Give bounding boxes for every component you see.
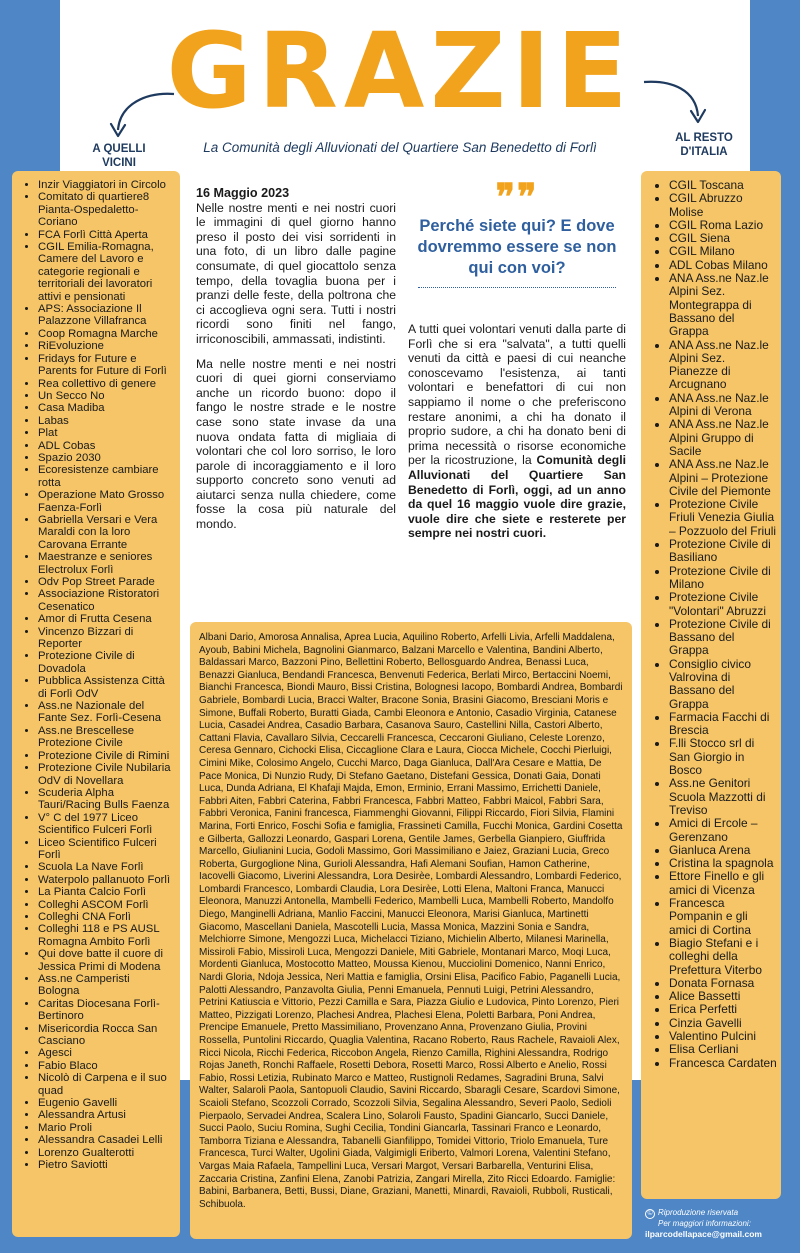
footer-line-2: Per maggiori informazioni: [658,1219,751,1228]
list-item: • Inzir Viaggiatori in Circolo [38,179,174,191]
list-item: • Ass.ne Brescellese Protezione Civile [38,725,174,750]
quote-mark-icon: ❞❞ [495,176,539,218]
list-item: • FCA Forlì Città Aperta [38,229,174,241]
list-item: • Agesci [38,1047,174,1059]
list-item: • APS: Associazione Il Palazzone Villafranca [38,303,174,328]
list-item: • Erica Perfetti [669,1003,777,1016]
list-item: • CGIL Toscana [669,179,777,192]
quote-box [408,176,626,288]
curved-arrow-left-icon [98,86,178,142]
list-item: • La Pianta Calcio Forlì [38,886,174,898]
volunteer-names-text: Albani Dario, Amorosa Annalisa, Aprea Lucia, Aquilino Roberto, Arfelli Livia, Arfelli Maddalena, Ayoub, Babini Michela, Bagnolini Gianmarco, Balzani Marcello e Valentina, Bandini Alberto, Baldassari Marco, Bazzoni Pino, Bellettini Roberto, Bellosguardo Andrea, Benassi Luca, Benazzi Gianluca, Bendandi Francesca, Benvenuti Federica, Berlati Mirco, Bertaccini Noemi, Bianchi Francesca, Biondi Mauro, Bissi Cristina, Bolognesi Iacopo, Bombardi Andrea, Bombardi Gabriele, Bombardi Lucia, Bracci Walter, Bracone Sonia, Brasini Giacomo, Bresciani Moris e Simone, Buffali Roberto, Buratti Giada, Cambi Eleonora e Antonio, Casadio Virginia, Catanese Lucia, Casadei Andrea, Casadio Barbara, Casanova Sauro, Castellini Nilla, Castori Alberto, Cattani Flavia, Cavallaro Silvia, Ceccarelli Francesca, Ceccaroni Giuliano, Celeste Lorenzo, Ceresa Gennaro, Cichocki Elisa, Ciccaglione Clara e Laura, Ciocca Michele, Cocchi Pierluigi, Cimini Mike, Colosimo Angelo, Cucchi Marco, Daga Gianluca, Dall'Ara Cesare e Mattia, De Pace Monica, Di Nunzio Rudy, Di Stefano Gaetano, Distefani Gessica, Donati Gaia, Donati Luca, Dunda Adriana, El Khafaji Majda, Emon, Erminio, Errani Massimo, Errichetti Daniele, Fabbri Aiten, Fabbri Caterina, Fabbri Francesca, Fabbri Matteo, Fabbri Maicol, Fabbri Sara, Fabbri Veronica, Fanini francesca, Fiammenghi Giovanni, Filippi Riccardo, Fiori Silvia, Flamini Marina, Forti Enrico, Foschi Sofia e famiglia, Frassineti Camilla, Fucchi Monica, Gardini Cosetta e Gilberta, Gallozzi Leonardo, Gaspari Lorena, Gentile James, Gerbella Gianpiero, Giuffrida Marcello, Giulianini Lucia, Godoli Massimo, Gori Massimiliano e Jaiez, Graziani Lucia, Greco Roberta, Gurgoglione Nina, Gurioli Alessandra, Hafi Alemani Soufian, Hamon Catherine, Iacovelli Giacomo, Liverini Alessandra, Lora Desirèe, Lombardi Alessandro, Lombardi Federico, Lombardi Francesco, Lombardi Claudia, Lora Desirèe, Lotti Elena, Maltoni Franca, Manucci Eleonora, Manuzzi Antonella, Mambelli Federico, Mambelli Luca, Mambelli Roberto, Mandolfo Diego, Manginelli Adriana, Manlio Faccini, Manucci Eleonora, Marisi Gianluca, Martinetti Giacomo, Mascellani Daniela, Mascotelli Lucia, Massa Monica, Mazzini Sonia e Sandra, Melchiorre Simone, Mengozzi Luca, Michelacci Tiziano, Michielin Alberto, Milanesi Marinella, Missiroli Fabio, Missiroli Luca, Mengozzi Daniele, Miti Gabriele, Montanari Marco, Moqi Luca, Mordenti Gianluca, Mostocotto Matteo, Moussa Kienou, Mucciolini Domenico, Nanni Enrico, Nardi Gloria, Ndoja Jessica, Neri Mattia e famiglia, Orsini Elisa, Pacifico Fabio, Paganelli Lucia, Palotti Alessandro, Panzavolta Giulia, Penni Emanuela, Pennuti Luigi, Petrini Alessandro, Petrini Katiuscia e Vittorio, Pezzi Camilla e Sara, Piazza Giulio e Ludovica, Pinto Lorenzo, Pieri Matteo, Pizzigati Lorenzo, Plachesi Andrea, Plachesi Elena, Poletti Barbara, Poni Andrea, Prencipe Emanuele, Pretto Massimiliano, Provenzano Anna, Provenzano Giulia, Provini Rossella, Puntolini Riccardo, Quaglia Valentina, Racano Roberto, Raus Rachele, Ravaioli Alex, Ricci Nicola, Ricchi Federica, Riccobon Angela, Rienzo Camilla, Righini Alessandra, Rodrigo Rojas Janeth, Ronchi Raffaele, Rosetti Debora, Rosetti Marco, Rossi Alberto e Anelio, Rossi Fabio, Rossi Letizia, Rubinato Marco e Matteo, Rustignoli Redames, Sagradini Bruna, Salvi Walter, Salaroli Paola, Santopuoli Claudio, Savini Riccardo, Sbaragli Cesare, Scardovi Simone, Scaioli Stefano, Scozzoli Corrado, Scozzoli Silvia, Segalina Alessandro, Severi Paolo, Sedioli Pierpaolo, Servadei Andrea, Scalera Lino, Solaroli Fausto, Spadini Giancarlo, Succi Daniele, Succi Paolo, Suciu Romina, Sughi Cecilia, Tondini Giancarla, Tassinari Franco e Leonardo, Tamborra Tiziana e Alessandra, Tabanelli Gianfilippo, Tomidei Vittorio, Triolo Emanuela, Ture Francesca, Turci Walter, Ugolini Giada, Valgimigli Eriberto, Valmori Lorena, Valentini Stefano, Vargas Maia Rafaela, Tampellini Luca, Versari Margot, Versari Barbarella, Venturini Elisa, Zaccaria Cristina, Zanfini Elena, Zanobi Patrizia, Zangari Mirella, Zito Ricci Edoardo. Famiglie: Babini, Barbanera, Betti, Bussi, Diane, Graziani, Manetti, Minardi, Ravaioli, Rubboli, Rusticali, Schibuola. [199,632,623,1210]
article-paragraph-1: Nelle nostre menti e nei nostri cuori le immagini di quel giorno hanno preso il posto dei visi sorridenti in una foto, di un libro dalle pagine consumate, di quel giocattolo senza tempo, della tovaglia buona per i pranzi delle feste, della poltrona che ci accoglieva ogni sera. Tutti i nostri ricordi sono finiti nel fango, irriconoscibili, ammassati, indistinti. [196,200,396,346]
list-item: • Alessandra Artusi [38,1109,174,1121]
list-item: • Colleghi 118 e PS AUSL Romagna Ambito Forlì [38,923,174,948]
list-item: • Colleghi CNA Forlì [38,911,174,923]
left-column-label: A QUELLI VICINI [92,143,146,169]
list-item: • Valentino Pulcini [669,1030,777,1043]
list-item: • F.lli Stocco srl di San Giorgio in Bosco [669,737,777,777]
list-item: • Cinzia Gavelli [669,1017,777,1030]
footer-line-1: Riproduzione riservata [658,1208,739,1217]
list-item: • Nicolò di Carpena e il suo quad [38,1072,174,1097]
list-item: • Protezione Civile Nubilaria OdV di Novellara [38,762,174,787]
list-item: • Protezione Civile "Volontari" Abruzzi [669,591,777,618]
list-item: • Mario Proli [38,1122,174,1134]
list-item: • Alessandra Casadei Lelli [38,1134,174,1146]
list-item: • Rea collettivo di genere [38,378,174,390]
article-right-column [408,322,626,541]
list-item: • Protezione Civile di Milano [669,565,777,592]
list-item: • Fridays for Future e Parents for Future di Forlì [38,353,174,378]
list-item: • Protezione Civile di Rimini [38,750,174,762]
footer [645,1208,795,1239]
footer-email: ilparcodellapace@gmail.com [645,1229,762,1239]
list-item: • ANA Ass.ne Naz.le Alpini – Protezione Civile del Piemonte [669,458,777,498]
list-item: • CGIL Siena [669,232,777,245]
list-item: • Coop Romagna Marche [38,328,174,340]
list-item: • Eugenio Gavelli [38,1097,174,1109]
list-item: • Odv Pop Street Parade [38,576,174,588]
list-item: • ADL Cobas [38,440,174,452]
list-item: • Donata Fornasa [669,977,777,990]
list-item: • Casa Madiba [38,402,174,414]
right-list [669,179,777,1070]
list-item: • Spazio 2030 [38,452,174,464]
list-item: • Liceo Scientifico Fulceri Forlì [38,837,174,862]
article-paragraph-3-bold: Comunità degli Alluvionati del Quartiere San Benedetto di Forlì, oggi, ad un anno da quel 16 maggio vuole dire grazie, vuole dire che siete e resterete per sempre nei nostri cuori. [408,453,626,541]
list-item: • Plat [38,427,174,439]
list-item: • Protezione Civile di Basiliano [669,538,777,565]
list-item: • Un Secco No [38,390,174,402]
list-item: • Fabio Blaco [38,1060,174,1072]
list-item: • Francesca Pompanin e gli amici di Cortina [669,897,777,937]
article-left-column [196,186,396,542]
list-item: • ANA Ass.ne Naz.le Alpini Gruppo di Sacile [669,418,777,458]
list-item: • Gabriella Versari e Vera Maraldi con la loro Carovana Errante [38,514,174,551]
list-item: • RiEvoluzione [38,340,174,352]
list-item: • Pietro Saviotti [38,1159,174,1171]
page-title: GRAZIE [166,10,634,132]
article-date: 16 Maggio 2023 [196,186,290,200]
list-item: • Ettore Finello e gli amici di Vicenza [669,870,777,897]
list-item: • CGIL Emilia-Romagna, Camere del Lavoro e categorie regionali e territoriali dei lavoratori attivi e pensionati [38,241,174,303]
list-item: • Protezione Civile Friuli Venezia Giulia – Pozzuolo del Friuli [669,498,777,538]
list-item: • Operazione Mato Grosso Faenza-Forlì [38,489,174,514]
list-item: • Scuderia Alpha Tauri/Racing Bulls Faenza [38,787,174,812]
list-item: • Ass.ne Camperisti Bologna [38,973,174,998]
list-item: • Misericordia Rocca San Casciano [38,1023,174,1048]
list-item: • Lorenzo Gualterotti [38,1147,174,1159]
list-item: • Colleghi ASCOM Forlì [38,899,174,911]
volunteer-names-box [190,622,632,1239]
list-item: • V° C del 1977 Liceo Scientifico Fulceri Forlì [38,812,174,837]
copyright-icon: © [645,1209,655,1219]
list-item: • Farmacia Facchi di Brescia [669,711,777,738]
list-item: • Qui dove batte il cuore di Jessica Primi di Modena [38,948,174,973]
list-item: • Cristina la spagnola [669,857,777,870]
list-item: • Scuola La Nave Forlì [38,861,174,873]
list-item: • ANA Ass.ne Naz.le Alpini Sez. Pianezze di Arcugnano [669,339,777,392]
list-item: • Maestranze e seniores Electrolux Forlì [38,551,174,576]
quote-text: Perché siete qui? E dove dovremmo essere se non qui con voi? [417,217,617,277]
left-list [38,179,174,1172]
list-item: • Vincenzo Bizzari di Reporter [38,626,174,651]
list-item: • CGIL Milano [669,245,777,258]
list-item: • Ecoresistenze cambiare rotta [38,464,174,489]
list-item: • ANA Ass.ne Naz.le Alpini di Verona [669,392,777,419]
list-item: • Francesca Cardaten [669,1057,777,1070]
article-paragraph-3: A tutti quei volontari venuti dalla parte di Forlì che si era "salvata", a tutti quelli venuti da città e paesi di cui neanche conoscevamo l'esistenza, ai tanti volontari e benefattori di cui non sappiamo il nome o che preferiscono restare anonimi, a chi ha donato il proprio sudore, a chi ha donato beni di prima necessità o risorse economiche per la ricostruzione, la [408,322,626,468]
right-column-label: AL RESTO D'ITALIA [675,132,733,158]
list-item: • Amici di Ercole – Gerenzano [669,817,777,844]
list-item: • Gianluca Arena [669,844,777,857]
article-paragraph-2: Ma nelle nostre menti e nei nostri cuori di quei giorni conserviamo anche un ricordo buono: dopo il fango le nostre strade e le nostre case sono state invase da una nuova ondata fatta di migliaia di volontari che col loro sorriso, le loro parole di incoraggiamento e il loro supporto concreto sono venuti ad aiutarci senza nulla chiedere, come fosse la cosa più naturale del mondo. [196,356,396,532]
list-item: • Alice Bassetti [669,990,777,1003]
list-item: • Protezione Civile di Dovadola [38,650,174,675]
quote-divider [418,287,616,288]
list-item: • Consiglio civico Valrovina di Bassano del Grappa [669,658,777,711]
right-thanks-list [641,171,781,1199]
list-item: • CGIL Abruzzo Molise [669,192,777,219]
list-item: • Biagio Stefani e i colleghi della Prefettura Viterbo [669,937,777,977]
left-thanks-list [12,171,180,1237]
list-item: • Comitato di quartiere8 Pianta-Ospedaletto-Coriano [38,191,174,228]
list-item: • Labas [38,415,174,427]
list-item: • ADL Cobas Milano [669,259,777,272]
list-item: • ANA Ass.ne Naz.le Alpini Sez. Montegrappa di Bassano del Grappa [669,272,777,338]
list-item: • Elisa Cerliani [669,1043,777,1056]
list-item: • Protezione Civile di Bassano del Grappa [669,618,777,658]
page-subtitle: La Comunità degli Alluvionati del Quartiere San Benedetto di Forlì [203,140,597,155]
list-item: • Associazione Ristoratori Cesenatico [38,588,174,613]
list-item: • Caritas Diocesana Forlì-Bertinoro [38,998,174,1023]
list-item: • CGIL Roma Lazio [669,219,777,232]
list-item: • Pubblica Assistenza Città di Forlì OdV [38,675,174,700]
curved-arrow-right-icon [640,72,720,128]
list-item: • Ass.ne Nazionale del Fante Sez. Forlì-Cesena [38,700,174,725]
list-item: • Ass.ne Genitori Scuola Mazzotti di Treviso [669,777,777,817]
list-item: • Waterpolo pallanuoto Forlì [38,874,174,886]
list-item: • Amor di Frutta Cesena [38,613,174,625]
